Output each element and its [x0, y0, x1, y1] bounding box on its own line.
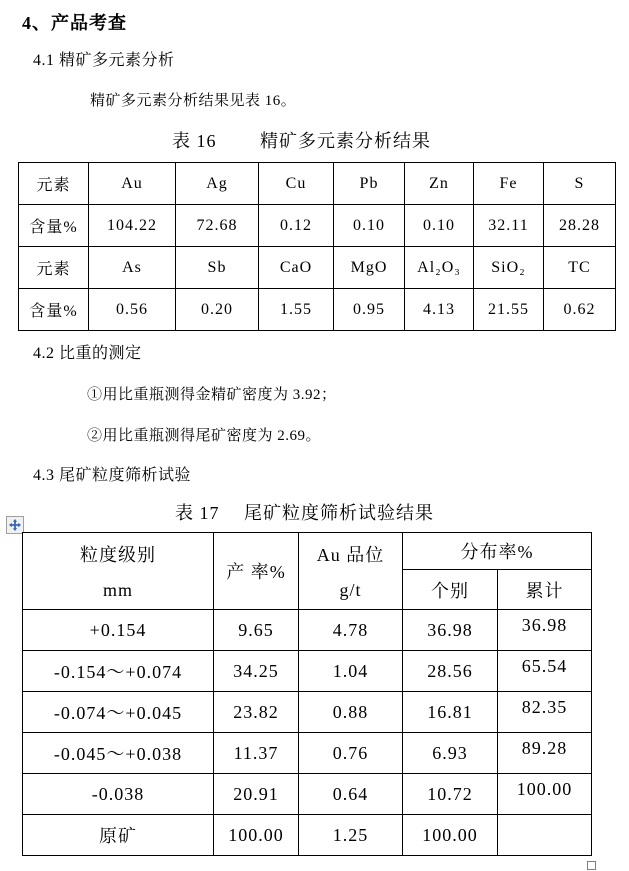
table17-header-grade-unit: g/t [339, 580, 362, 601]
table16-cell: Fe [474, 163, 544, 205]
table17-caption: 表 17 尾矿粒度筛析试验结果 [175, 503, 434, 523]
table17-cell [498, 692, 592, 733]
table17-header-grade [299, 533, 403, 610]
table17-header-row [23, 533, 592, 570]
table16-cell: TC [544, 247, 616, 289]
table17-cell: 20.91 [214, 774, 299, 815]
table16-cell: 32.11 [474, 205, 544, 247]
table17-header-yield: 产 率% [214, 533, 299, 610]
table17-header-distribution: 分布率% [403, 533, 592, 570]
table17-cell: 4.78 [299, 610, 403, 651]
table17-header-grade-label: Au 品位 [316, 544, 385, 565]
table16-cell: 含量% [19, 289, 89, 331]
table17-cell: 6.93 [403, 733, 498, 774]
table17-cell: +0.154 [23, 610, 214, 651]
table16-cell: MgO [334, 247, 405, 289]
section-heading-4-1: 4.1 精矿多元素分析 [33, 52, 175, 69]
paragraph-4-2-item2: ②用比重瓶测得尾矿密度为 2.69。 [87, 428, 322, 444]
table16-cell: 28.28 [544, 205, 616, 247]
table16-cell: Ag [176, 163, 259, 205]
table17-cell: 34.25 [214, 651, 299, 692]
table-resize-handle[interactable] [587, 861, 596, 870]
table17-cell: 23.82 [214, 692, 299, 733]
move-cross-icon [9, 519, 21, 531]
table17-cell: 0.76 [299, 733, 403, 774]
table17-cell: 原矿 [23, 815, 214, 856]
table16-cell: 104.22 [89, 205, 176, 247]
table17-cell-value: 89.28 [521, 737, 568, 758]
table16-row [19, 163, 616, 205]
table17-header-size-unit: mm [102, 580, 133, 601]
table16-cell: CaO [259, 247, 334, 289]
table17-cell-value: 82.35 [521, 696, 568, 717]
table17-cell: -0.074～+0.045 [23, 692, 214, 733]
table16 [18, 162, 616, 331]
table16-cell: 0.12 [259, 205, 334, 247]
table16-cell: S [544, 163, 616, 205]
table17-cell: 9.65 [214, 610, 299, 651]
table17-cell-value: 65.54 [521, 655, 568, 676]
table16-cell: 0.20 [176, 289, 259, 331]
table16-cell: 0.95 [334, 289, 405, 331]
table17 [22, 532, 592, 856]
table16-cell: 0.56 [89, 289, 176, 331]
table17-cell-value: 100.00 [516, 778, 573, 799]
table16-cell: 0.10 [405, 205, 474, 247]
table17-row [23, 774, 592, 815]
table17-row [23, 692, 592, 733]
table17-cell: -0.045～+0.038 [23, 733, 214, 774]
table17-cell: 36.98 [403, 610, 498, 651]
table16-row [19, 247, 616, 289]
table16-cell: 元素 [19, 163, 89, 205]
table17-cell: 0.64 [299, 774, 403, 815]
table16-cell: Au [89, 163, 176, 205]
table17-cell [498, 610, 592, 651]
table17-header-size-label: 粒度级别 [80, 544, 156, 565]
table16-cell: Pb [334, 163, 405, 205]
table17-cell [498, 651, 592, 692]
table16-row [19, 205, 616, 247]
table16-cell: 含量% [19, 205, 89, 247]
table17-cell: 0.88 [299, 692, 403, 733]
table17-cell-value: 36.98 [521, 614, 568, 635]
section-heading-4-3: 4.3 尾矿粒度筛析试验 [33, 467, 192, 484]
table17-header-cumulative: 累计 [498, 570, 592, 610]
table17-header-size-class [23, 533, 214, 610]
table17-cell [498, 815, 592, 856]
table16-cell: Zn [405, 163, 474, 205]
table16-cell: 0.62 [544, 289, 616, 331]
table16-cell: 0.10 [334, 205, 405, 247]
table16-cell: 1.55 [259, 289, 334, 331]
table16-cell: SiO₂ [474, 247, 544, 289]
table16-cell: Al₂O₃ [405, 247, 474, 289]
table17-cell: 10.72 [403, 774, 498, 815]
table17-header-individual: 个别 [403, 570, 498, 610]
page-title: 4、产品考查 [22, 13, 127, 33]
table16-cell: 72.68 [176, 205, 259, 247]
table17-row [23, 815, 592, 856]
paragraph-4-2-item1: ①用比重瓶测得金精矿密度为 3.92； [87, 387, 337, 403]
table17-cell: 1.25 [299, 815, 403, 856]
table16-cell: 元素 [19, 247, 89, 289]
paragraph-4-1: 精矿多元素分析结果见表 16。 [90, 93, 297, 109]
table17-cell [498, 774, 592, 815]
table17-cell: -0.038 [23, 774, 214, 815]
table16-cell: 21.55 [474, 289, 544, 331]
table17-cell: 1.04 [299, 651, 403, 692]
table17-cell: 28.56 [403, 651, 498, 692]
table17-row [23, 733, 592, 774]
table16-caption: 表 16 精矿多元素分析结果 [172, 131, 431, 151]
table16-cell: Cu [259, 163, 334, 205]
table17-cell: 100.00 [403, 815, 498, 856]
table17-cell: 16.81 [403, 692, 498, 733]
table17-cell: 11.37 [214, 733, 299, 774]
table16-cell: As [89, 247, 176, 289]
section-heading-4-2: 4.2 比重的测定 [33, 345, 142, 362]
table17-row [23, 610, 592, 651]
table17-cell [498, 733, 592, 774]
table16-row [19, 289, 616, 331]
table16-cell: Sb [176, 247, 259, 289]
table17-cell: -0.154～+0.074 [23, 651, 214, 692]
table17-row [23, 651, 592, 692]
table16-cell: 4.13 [405, 289, 474, 331]
table17-cell: 100.00 [214, 815, 299, 856]
